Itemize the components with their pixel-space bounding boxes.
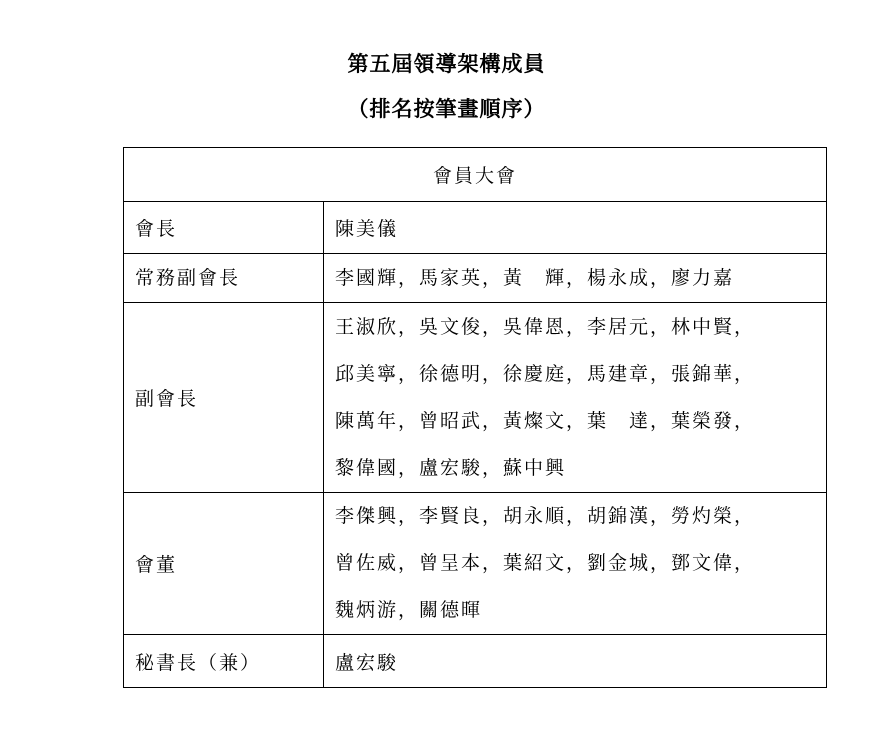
role-label: 會長 <box>135 218 178 240</box>
role-label: 副會長 <box>135 388 199 410</box>
role-label: 秘書長（兼） <box>135 652 262 674</box>
member-names: 陳美儀 <box>335 218 399 240</box>
role-cell-standing-vice-president <box>124 254 324 303</box>
member-names-line: 魏炳游，關德暉 <box>335 599 483 621</box>
member-names-line: 邱美寧，徐德明，徐慶庭，馬建章，張錦華， <box>335 362 756 385</box>
table-header-row <box>124 148 827 202</box>
member-names: 李國輝，馬家英，黃 輝，楊永成，廖力嘉 <box>335 267 735 289</box>
member-names-line: 黎偉國，盧宏駿，蘇中興 <box>335 456 567 479</box>
member-names-line: 李傑興，李賢良，胡永順，胡錦漢，勞灼榮， <box>335 505 756 527</box>
leadership-table <box>123 147 827 688</box>
role-cell-president <box>124 202 324 254</box>
role-cell-secretary-general <box>124 635 324 688</box>
document-subtitle: （排名按筆畫順序） <box>347 96 546 121</box>
document-title: 第五屆領導架構成員 <box>347 51 546 76</box>
member-names-line: 王淑欣，吳文俊，吳偉恩，李居元，林中賢， <box>335 315 756 338</box>
member-names-line: 陳萬年，曾昭武，黃燦文，葉 達，葉榮發， <box>335 409 756 432</box>
names-cell-secretary-general <box>324 635 827 688</box>
names-cell-vice-president <box>324 303 827 493</box>
table-row <box>124 493 827 635</box>
names-cell-president <box>324 202 827 254</box>
role-label: 常務副會長 <box>135 267 241 289</box>
table-row <box>124 303 827 493</box>
names-cell-standing-vice-president <box>324 254 827 303</box>
role-label: 會董 <box>135 554 178 576</box>
member-names-line: 曾佐威，曾呈本，葉紹文，劉金城，鄧文偉， <box>335 552 756 574</box>
table-row <box>124 202 827 254</box>
table-header: 會員大會 <box>124 148 827 202</box>
role-cell-vice-president <box>124 303 324 493</box>
table-row <box>124 635 827 688</box>
table-row <box>124 254 827 303</box>
role-cell-director <box>124 493 324 635</box>
names-cell-director <box>324 493 827 635</box>
member-names: 盧宏駿 <box>335 652 399 674</box>
